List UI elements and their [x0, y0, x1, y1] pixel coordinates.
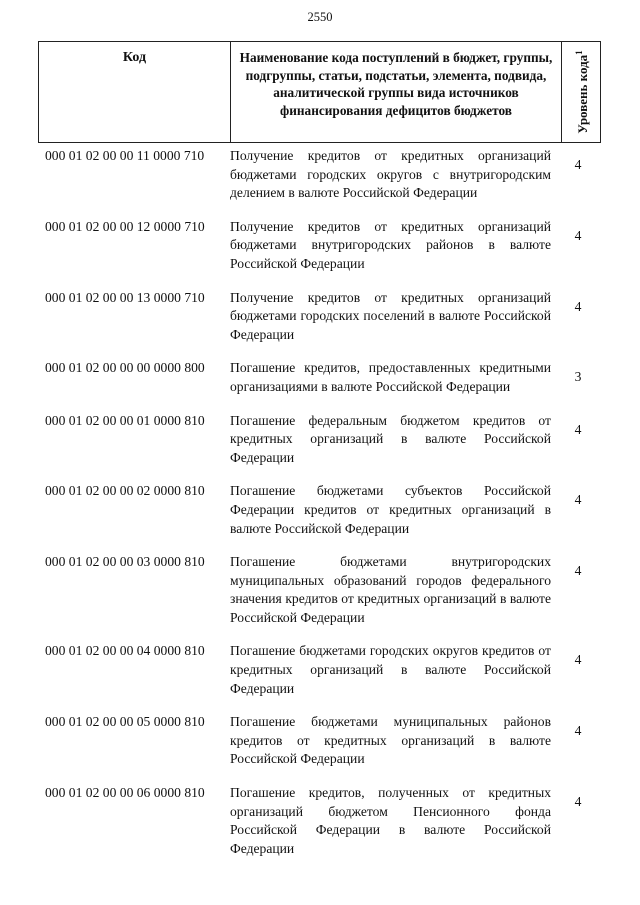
row-name: Погашение бюджетами субъектов Российской Федерации кредитов от кредитных организаций в валюте Российской Федерации	[230, 483, 551, 536]
row-name: Получение кредитов от кредитных организаций бюджетами внутригородских районов в валюте Российской Федерации	[230, 218, 551, 271]
header-level-label	[572, 50, 590, 133]
table-row	[45, 482, 605, 538]
page-number: 2550	[307, 10, 333, 24]
row-level: 3	[574, 369, 582, 385]
table-header	[38, 41, 601, 143]
row-name: Погашение федеральным бюджетом кредитов от кредитных организаций в валюте Российской Федерации	[230, 412, 551, 465]
row-level: 4	[574, 652, 582, 668]
table-row	[45, 359, 605, 396]
header-level-text: Уровень кода	[575, 54, 591, 134]
row-level: 4	[574, 227, 582, 243]
table-row	[45, 642, 605, 698]
table-row	[45, 713, 605, 769]
row-name: Погашение бюджетами городских округов кредитов от кредитных организаций в валюте Российской Федерации	[230, 643, 551, 696]
row-name: Погашение кредитов, полученных от кредитных организаций бюджетом Пенсионного фонда Российской Федерации в валюте Российской Федерации	[230, 785, 551, 856]
row-code: 000 01 02 00 00 00 0000 800	[45, 360, 205, 376]
row-code: 000 01 02 00 00 13 0000 710	[45, 289, 205, 305]
row-name: Получение кредитов от кредитных организаций бюджетами городских округов с внутригородским делением в валюте Российской Федерации	[230, 148, 551, 201]
row-level: 4	[574, 157, 582, 172]
table-row	[45, 218, 605, 274]
table-row	[45, 412, 605, 468]
row-code: 000 01 02 00 00 06 0000 810	[45, 785, 205, 801]
row-level: 4	[574, 421, 582, 437]
row-code: 000 01 02 00 00 12 0000 710	[45, 218, 205, 234]
header-code: Код	[39, 42, 231, 142]
row-level: 4	[574, 563, 582, 579]
row-code: 000 01 02 00 00 05 0000 810	[45, 714, 205, 730]
row-code: 000 01 02 00 00 11 0000 710	[45, 148, 205, 163]
row-code: 000 01 02 00 00 04 0000 810	[45, 643, 205, 659]
table-row	[45, 147, 605, 203]
table-row	[45, 784, 605, 858]
row-name: Погашение бюджетами муниципальных районов кредитов от кредитных организаций в валюте Российской Федерации	[230, 714, 551, 767]
row-level: 4	[574, 794, 582, 810]
header-level	[562, 42, 600, 142]
header-level-footnote: 1	[573, 50, 584, 55]
row-name: Погашение бюджетами внутригородских муниципальных образований городов федерального значения кредитов от кредитных организаций в валюте Российской Федерации	[230, 554, 551, 625]
header-name: Наименование кода поступлений в бюджет, группы, подгруппы, статьи, подстатьи, элемента, подвида, аналитической группы вида источников финансирования дефицитов бюджетов	[231, 42, 562, 142]
row-name: Погашение кредитов, предоставленных кредитными организациями в валюте Российской Федерации	[230, 360, 551, 394]
row-level: 4	[574, 298, 582, 314]
row-level: 4	[574, 492, 582, 508]
row-level: 4	[574, 723, 582, 739]
row-code: 000 01 02 00 00 03 0000 810	[45, 554, 205, 570]
table-row	[45, 553, 605, 627]
row-code: 000 01 02 00 00 01 0000 810	[45, 412, 205, 428]
table-body	[45, 147, 605, 873]
row-code: 000 01 02 00 00 02 0000 810	[45, 483, 205, 499]
row-name: Получение кредитов от кредитных организаций бюджетами городских поселений в валюте Российской Федерации	[230, 289, 551, 342]
table-row	[45, 289, 605, 345]
